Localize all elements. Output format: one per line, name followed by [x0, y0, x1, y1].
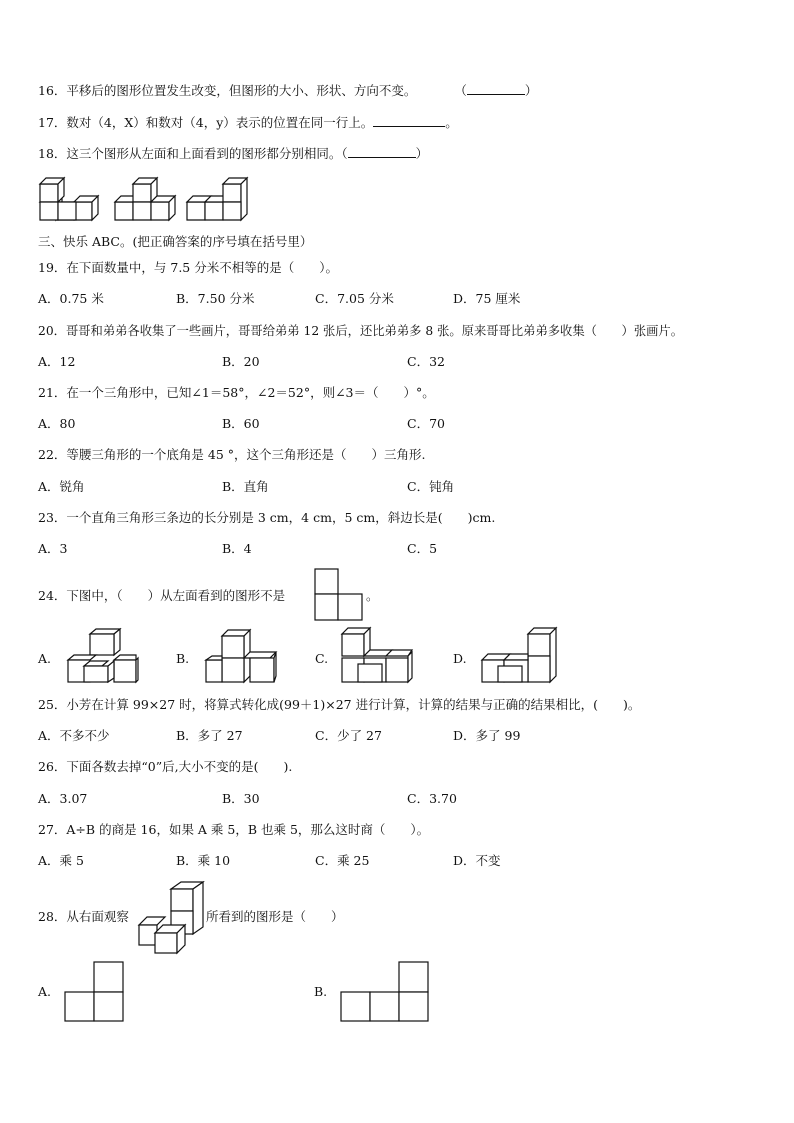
- q28-option-a[interactable]: A.: [38, 984, 52, 999]
- section-3-title: 三、快乐 ABC。(把正确答案的序号填在括号里）: [38, 234, 313, 249]
- q24-option-b-figure: [204, 628, 280, 684]
- q25-option-d[interactable]: D．多了 99: [453, 728, 521, 743]
- q22-option-b[interactable]: B．直角: [222, 479, 269, 494]
- q26-option-a[interactable]: A．3.07: [38, 791, 88, 806]
- q28-option-b[interactable]: B.: [314, 984, 328, 999]
- q21-option-b[interactable]: B．60: [222, 416, 260, 431]
- q24-option-a-figure: [66, 628, 140, 684]
- question-17-tail: 。: [445, 115, 458, 130]
- q23-option-a[interactable]: A．3: [38, 541, 68, 556]
- q20-option-c[interactable]: C．32: [407, 354, 445, 369]
- q18-figure-1: [38, 176, 104, 222]
- question-25-text: 25．小芳在计算 99×27 时，将算式转化成(99＋1)×27 进行计算，计算的结果与正确的结果相比，( )。: [38, 697, 641, 712]
- q19-option-c[interactable]: C．7.05 分米: [315, 291, 394, 306]
- q24-left-view-figure: [314, 568, 364, 622]
- answer-blank-16[interactable]: [467, 94, 525, 95]
- question-18: [38, 146, 428, 162]
- question-18-close: ）: [415, 146, 429, 161]
- q19-option-d[interactable]: D．75 厘米: [453, 291, 521, 306]
- question-16: [38, 83, 537, 99]
- q28-option-b-figure: [340, 961, 430, 1023]
- q28-solid-figure: [137, 881, 207, 955]
- question-23-text: 23．一个直角三角形三条边的长分别是 3 cm，4 cm，5 cm，斜边长是( )cm.: [38, 510, 496, 525]
- question-17-text: 17．数对（4，X）和数对（4，y）表示的位置在同一行上。: [38, 115, 374, 130]
- q19-option-b[interactable]: B．7.50 分米: [176, 291, 255, 306]
- question-28-text-before: 28．从右面观察: [38, 909, 129, 924]
- q21-option-c[interactable]: C．70: [407, 416, 445, 431]
- q26-option-c[interactable]: C．3.70: [407, 791, 457, 806]
- question-24-text: 24．下图中，（ ）从左面看到的图形不是: [38, 588, 286, 603]
- q24-option-d[interactable]: D.: [453, 651, 467, 666]
- q21-option-a[interactable]: A．80: [38, 416, 76, 431]
- q19-option-a[interactable]: A．0.75 米: [38, 291, 104, 306]
- q24-option-c-figure: [340, 626, 414, 684]
- question-19-text: 19．在下面数量中，与 7.5 分米不相等的是（ ）。: [38, 260, 338, 275]
- question-16-open: （: [454, 83, 467, 98]
- q25-option-a[interactable]: A．不多不少: [38, 728, 110, 743]
- q25-option-c[interactable]: C．少了 27: [315, 728, 382, 743]
- q18-figure-2: [113, 176, 179, 222]
- question-27-text: 27．A÷B 的商是 16，如果 A 乘 5，B 也乘 5，那么这时商（ ）。: [38, 822, 430, 837]
- q27-option-d[interactable]: D．不变: [453, 853, 501, 868]
- q23-option-c[interactable]: C．5: [407, 541, 438, 556]
- q27-option-b[interactable]: B．乘 10: [176, 853, 231, 868]
- q28-option-a-figure: [64, 961, 124, 1023]
- question-26-text: 26．下面各数去掉“0”后,大小不变的是( ).: [38, 759, 293, 774]
- q24-option-d-figure: [480, 626, 558, 684]
- question-17: [38, 115, 458, 131]
- question-18-text: 18．这三个图形从左面和上面看到的图形都分别相同。（: [38, 146, 348, 161]
- q24-option-b[interactable]: B.: [176, 651, 190, 666]
- q18-figure-3: [185, 176, 251, 222]
- q25-option-b[interactable]: B．多了 27: [176, 728, 243, 743]
- question-24-tail: 。: [366, 588, 379, 603]
- q24-option-c[interactable]: C.: [315, 651, 329, 666]
- q27-option-c[interactable]: C．乘 25: [315, 853, 370, 868]
- question-28-text-after: 所看到的图形是（ ）: [206, 909, 344, 924]
- answer-blank-18[interactable]: [348, 157, 416, 158]
- question-20-text: 20．哥哥和弟弟各收集了一些画片，哥哥给弟弟 12 张后，还比弟弟多 8 张。原来哥哥比弟弟多收集（ ）张画片。: [38, 324, 684, 338]
- q24-option-a[interactable]: A.: [38, 651, 52, 666]
- question-16-close: ）: [524, 83, 538, 98]
- answer-blank-17[interactable]: [373, 126, 445, 127]
- question-21-text: 21．在一个三角形中，已知∠1＝58°，∠2＝52°，则∠3＝（ ）°。: [38, 385, 435, 400]
- q22-option-a[interactable]: A．锐角: [38, 479, 85, 494]
- q22-option-c[interactable]: C．钝角: [407, 479, 455, 494]
- question-22-text: 22．等腰三角形的一个底角是 45 °，这个三角形还是（ ）三角形.: [38, 447, 426, 462]
- q20-option-a[interactable]: A．12: [38, 354, 76, 369]
- q20-option-b[interactable]: B．20: [222, 354, 260, 369]
- question-16-text: 16．平移后的图形位置发生改变，但图形的大小、形状、方向不变。: [38, 83, 417, 98]
- q26-option-b[interactable]: B．30: [222, 791, 260, 806]
- q23-option-b[interactable]: B．4: [222, 541, 252, 556]
- q27-option-a[interactable]: A．乘 5: [38, 853, 84, 868]
